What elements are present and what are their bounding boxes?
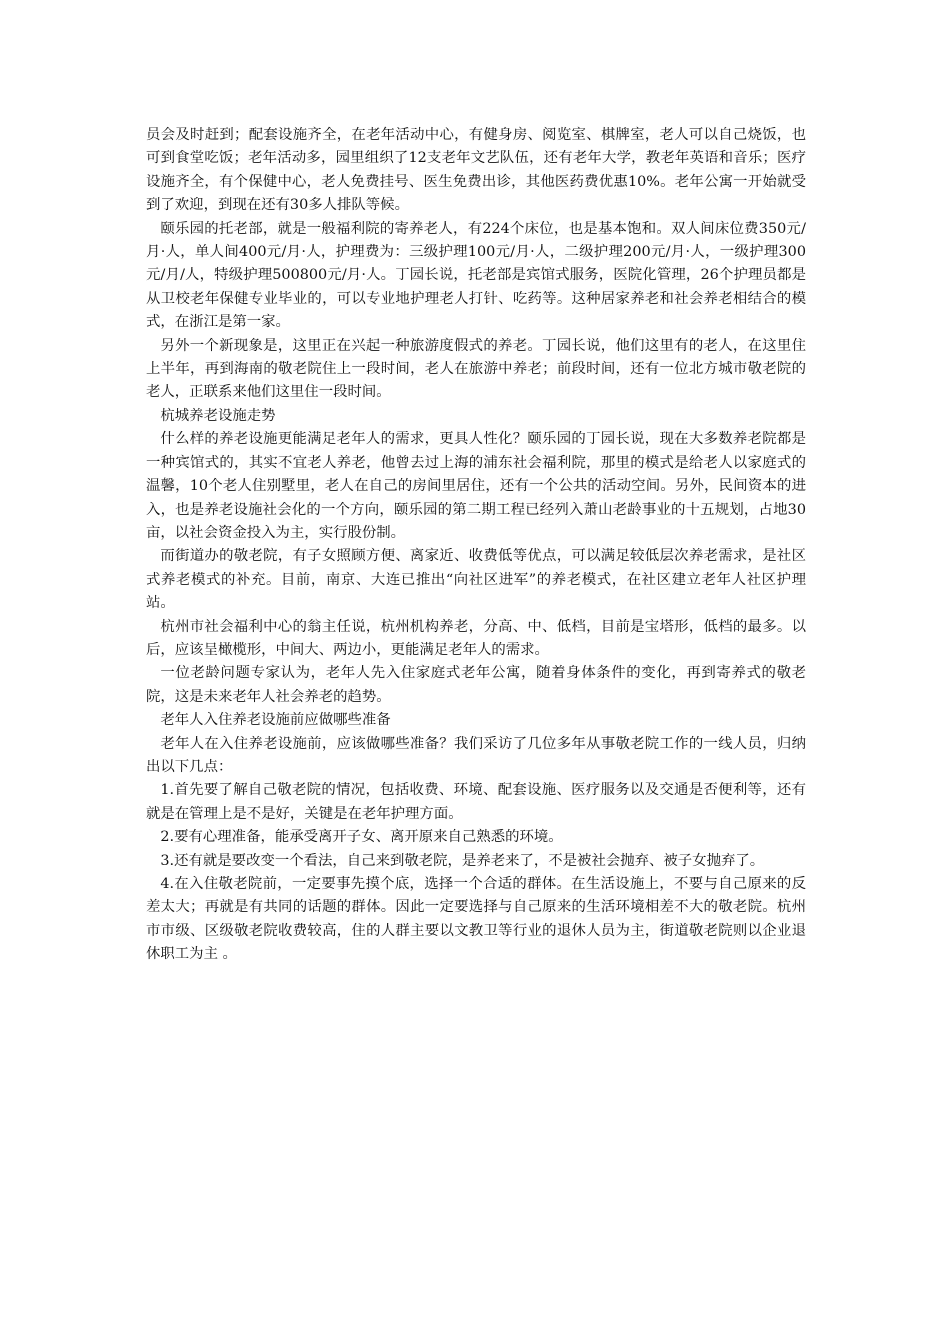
section-heading-preparation: 老年人入住养老设施前应做哪些准备 [160, 712, 391, 729]
list-item-3: 3.还有就是要改变一个看法，自己来到敬老院，是养老来了，不是被社会抛弃、被子女抛弃了。 [160, 852, 765, 869]
paragraph-preparation-intro: 老年人在入住养老设施前，应该做哪些准备？我们采访了几位多年从事敬老院工作的一线人员，归纳出以下几点： [146, 735, 806, 775]
list-item-1: 1.首先要了解自己敬老院的情况，包括收费、环境、配套设施、医疗服务以及交通是否便利等，还有就是在管理上是不是好，关键是在老年护理方面。 [146, 782, 806, 822]
paragraph-street-nursing-homes: 而街道办的敬老院，有子女照顾方便、离家近、收费低等优点，可以满足较低层次养老需求，是社区式养老模式的补充。目前，南京、大连已推出“向社区进军”的养老模式，在社区建立老年人社区护理站。 [146, 548, 806, 612]
paragraph-humanized-facilities: 什么样的养老设施更能满足老年人的需求，更具人性化？颐乐园的丁园长说，现在大多数养老院都是一种宾馆式的，其实不宜老人养老，他曾去过上海的浦东社会福利院，那里的模式是给老人以家庭式的温馨，10个老人住别墅里，老人在自己的房间里居住，还有一个公共的活动空间。另外，民间资本的进入，也是养老设施社会化的一个方向，颐乐园的第二期工程已经列入萧山老龄事业的十五规划，占地30亩，以社会资金投入为主，实行股份制。 [146, 431, 806, 541]
paragraph-welfare-center: 杭州市社会福利中心的翁主任说，杭州机构养老，分高、中、低档，目前是宝塔形，低档的最多。以后，应该呈橄榄形，中间大、两边小，更能满足老年人的需求。 [146, 618, 806, 658]
list-item-4: 4.在入住敬老院前，一定要事先摸个底，选择一个合适的群体。在生活设施上，不要与自己原来的反差太大；再就是有共同的话题的群体。因此一定要选择与自己原来的生活环境相差不大的敬老院。杭州市市级、区级敬老院收费较高，住的人群主要以文教卫等行业的退休人员为主，街道敬老院则以企业退休职工为主 。 [146, 876, 806, 963]
paragraph-care-department: 颐乐园的托老部，就是一般福利院的寄养老人，有224个床位，也是基本饱和。双人间床位费350元/月·人，单人间400元/月·人，护理费为：三级护理100元/月·人，二级护理200元/月·人，一级护理300元/月/人，特级护理500800元/月·人。丁园长说，托老部是宾馆式服务，医院化管理，26个护理员都是从卫校老年保健专业毕业的，可以专业地护理老人打针、吃药等。这种居家养老和社会养老相结合的模式，在浙江是第一家。 [146, 220, 806, 331]
document-body [146, 124, 806, 967]
section-heading-trends: 杭城养老设施走势 [160, 407, 276, 424]
paragraph-expert-opinion: 一位老龄问题专家认为，老年人先入住家庭式老年公寓，随着身体条件的变化，再到寄养式的敬老院，这是未来老年人社会养老的趋势。 [146, 665, 806, 705]
paragraph-continuation: 员会及时赶到；配套设施齐全，在老年活动中心，有健身房、阅览室、棋牌室，老人可以自己烧饭，也可到食堂吃饭；老年活动多，园里组织了12支老年文艺队伍，还有老年大学，教老年英语和音乐；医疗设施齐全，有个保健中心，老人免费挂号、医生免费出诊，其他医药费优惠10%。老年公寓一开始就受到了欢迎，到现在还有30多人排队等候。 [146, 127, 806, 214]
list-item-2: 2.要有心理准备，能承受离开子女、离开原来自己熟悉的环境。 [160, 829, 563, 846]
paragraph-travel-retirement: 另外一个新现象是，这里正在兴起一种旅游度假式的养老。丁园长说，他们这里有的老人，在这里住上半年，再到海南的敬老院住上一段时间，老人在旅游中养老；前段时间，还有一位北方城市敬老院的老人，正联系来他们这里住一段时间。 [146, 337, 806, 401]
